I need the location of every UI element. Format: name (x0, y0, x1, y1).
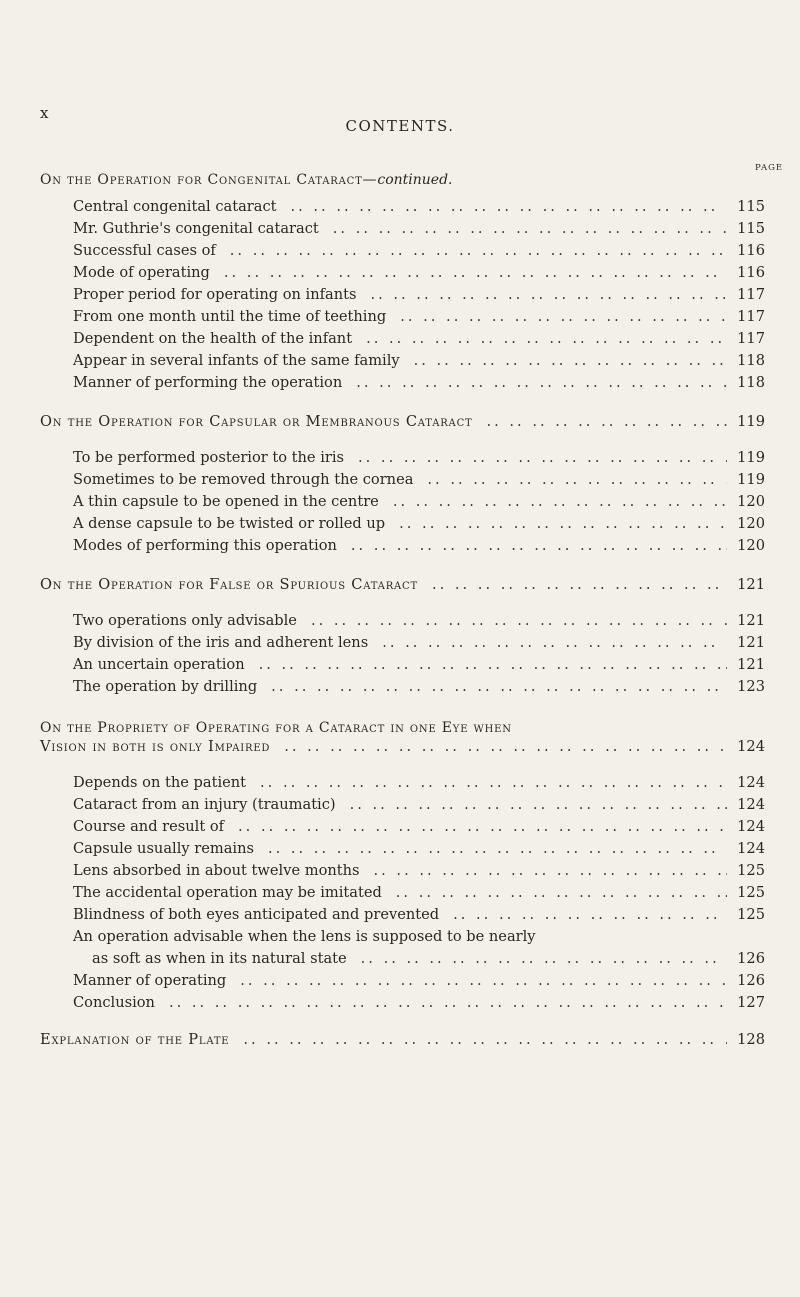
dot-leader (370, 286, 727, 303)
dot-leader (414, 352, 727, 369)
section-heading-continued: continued. (377, 172, 453, 188)
toc-entry: By division of the iris and adherent lens .. .. 121 (73, 634, 765, 656)
toc-entry: Depends on the patient .. .. 124 (73, 774, 765, 796)
page-number: x (40, 104, 49, 122)
toc-entry: Course and result of .. .. 124 (73, 818, 765, 840)
toc-entry-long: An operation advisable when the lens is supposed to be nearly (73, 928, 536, 945)
toc-entry-long-cont: as soft as when in its natural state .. .. 126 (92, 950, 765, 972)
toc-entry: Capsule usually remains .. .. 124 (73, 840, 765, 862)
section-heading-capsular: On the Operation for Capsular or Membranous Cataract .. .. 119 (40, 413, 765, 435)
dot-leader (243, 1031, 727, 1048)
section-heading-text: On the Operation for Congenital Cataract— (40, 172, 378, 188)
toc-entry: Manner of performing the operation .. .. 118 (73, 374, 765, 396)
toc-entry: The operation by drilling .. .. 123 (73, 678, 765, 700)
dot-leader (427, 471, 727, 488)
dot-leader (358, 449, 727, 466)
toc-entry: Central congenital cataract .. .. 115 (73, 198, 765, 220)
dot-leader (399, 515, 727, 532)
section-heading-congenital (40, 172, 800, 188)
dot-leader (311, 612, 727, 629)
dot-leader (260, 774, 727, 791)
dot-leader (271, 678, 727, 695)
running-head: CONTENTS. (345, 117, 455, 135)
dot-leader (230, 242, 727, 259)
toc-entry: Conclusion .. .. 127 (73, 994, 765, 1016)
section-heading-plate: Explanation of the Plate .. .. 128 (40, 1031, 765, 1053)
dot-leader (361, 950, 727, 967)
toc-entry: Blindness of both eyes anticipated and prevented .. .. 125 (73, 906, 765, 928)
dot-leader (400, 308, 727, 325)
toc-entry: Mode of operating .. .. 116 (73, 264, 765, 286)
toc-entry: Dependent on the health of the infant .. .. 117 (73, 330, 765, 352)
toc-entry: Two operations only advisable .. .. 121 (73, 612, 765, 634)
dot-leader (393, 493, 727, 510)
toc-entry: From one month until the time of teething .. .. 117 (73, 308, 765, 330)
toc-entry: Lens absorbed in about twelve months .. .. 125 (73, 862, 765, 884)
dot-leader (224, 264, 727, 281)
dot-leader (284, 738, 727, 755)
toc-entry: An uncertain operation .. .. 121 (73, 656, 765, 678)
dot-leader (396, 884, 727, 901)
dot-leader (356, 374, 727, 391)
dot-leader (259, 656, 727, 673)
dot-leader (487, 413, 728, 430)
dot-leader (268, 840, 727, 857)
section-heading-false-cataract: On the Operation for False or Spurious Cataract .. .. 121 (40, 576, 765, 598)
dot-leader (366, 330, 727, 347)
toc-entry: Mr. Guthrie's congenital cataract .. .. 115 (73, 220, 765, 242)
page-column-label: PAGE (755, 163, 784, 173)
dot-leader (350, 796, 727, 813)
dot-leader (333, 220, 727, 237)
toc-entry: To be performed posterior to the iris .. .. 119 (73, 449, 765, 471)
toc-entry: Appear in several infants of the same family .. .. 118 (73, 352, 765, 374)
toc-entry: The accidental operation may be imitated .. .. 125 (73, 884, 765, 906)
dot-leader (453, 906, 727, 923)
toc-entry: Manner of operating .. .. 126 (73, 972, 765, 994)
toc-entry: Successful cases of .. .. 116 (73, 242, 765, 264)
section-heading-propriety-cont: Vision in both is only Impaired .. .. 124 (40, 738, 765, 760)
dot-leader (382, 634, 727, 651)
dot-leader (432, 576, 727, 593)
dot-leader (290, 198, 727, 215)
toc-entry: Proper period for operating on infants .. .. 117 (73, 286, 765, 308)
dot-leader (169, 994, 727, 1011)
toc-entry: Cataract from an injury (traumatic) .. .. 124 (73, 796, 765, 818)
dot-leader (240, 972, 727, 989)
toc-entry: A dense capsule to be twisted or rolled up .. .. 120 (73, 515, 765, 537)
toc-entry: Sometimes to be removed through the cornea .. .. 119 (73, 471, 765, 493)
toc-entry: Modes of performing this operation .. .. 120 (73, 537, 765, 559)
dot-leader (351, 537, 727, 554)
toc-entry: A thin capsule to be opened in the centre .. .. 120 (73, 493, 765, 515)
dot-leader (238, 818, 727, 835)
section-heading-propriety: On the Propriety of Operating for a Cataract in one Eye when (40, 720, 512, 736)
dot-leader (374, 862, 727, 879)
